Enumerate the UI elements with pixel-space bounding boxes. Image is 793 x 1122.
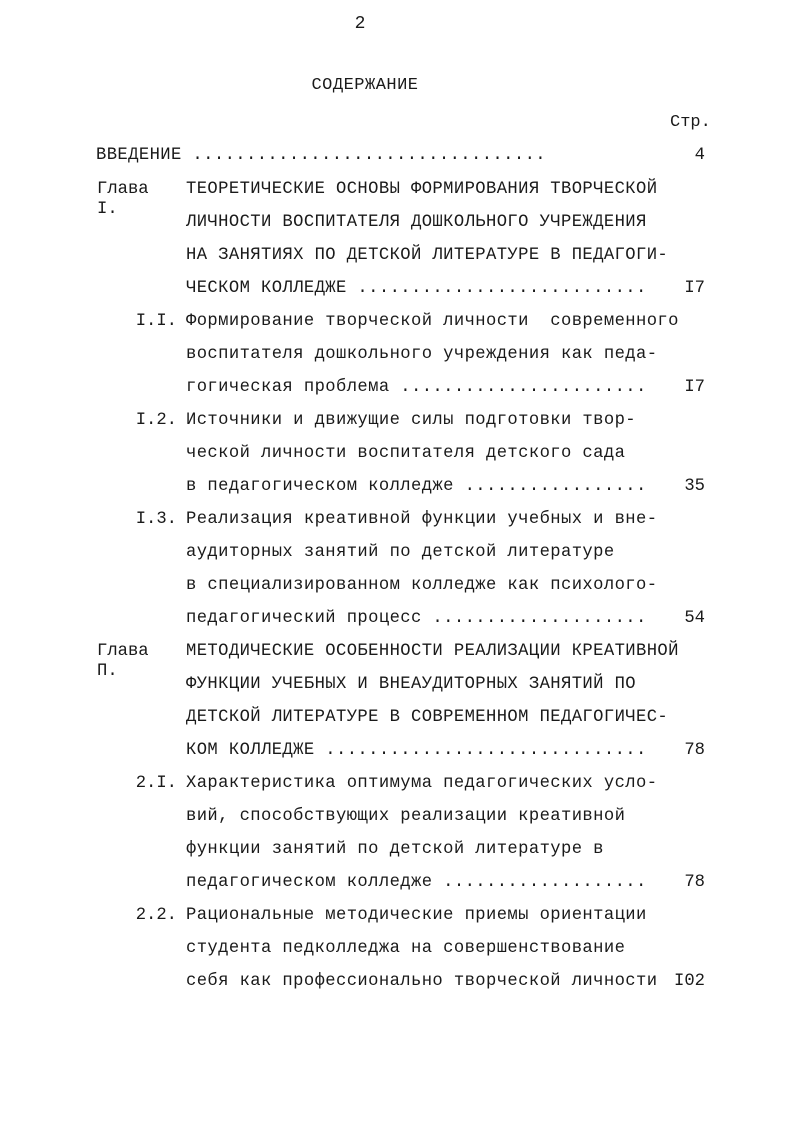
toc-line: Характеристика оптимума педагогических усло- xyxy=(186,774,658,793)
toc-line: КОМ КОЛЛЕДЖЕ .............................. xyxy=(186,741,647,760)
toc-line: ЛИЧНОСТИ ВОСПИТАТЕЛЯ ДОШКОЛЬНОГО УЧРЕЖДЕНИЯ xyxy=(186,213,647,232)
toc-entry-number: I.3. xyxy=(135,510,177,529)
toc-page: 4 xyxy=(694,146,705,165)
toc-page: I7 xyxy=(684,279,705,298)
toc-line: в педагогическом колледже ................. xyxy=(186,477,647,496)
toc-line: Формирование творческой личности современного xyxy=(186,312,679,331)
toc-line: МЕТОДИЧЕСКИЕ ОСОБЕННОСТИ РЕАЛИЗАЦИИ КРЕАТИВНОЙ xyxy=(186,642,679,661)
toc-line: педагогическом колледже ................... xyxy=(186,873,647,892)
toc-entry-number: 2.I. xyxy=(135,774,177,793)
toc-entry-number: 2.2. xyxy=(135,906,177,925)
toc-line: Рациональные методические приемы ориентации xyxy=(186,906,647,925)
toc-page: 78 xyxy=(684,873,705,892)
toc-page: I02 xyxy=(674,972,705,991)
toc-line: ФУНКЦИИ УЧЕБНЫХ И ВНЕАУДИТОРНЫХ ЗАНЯТИЙ ПО xyxy=(186,675,636,694)
toc-entry-number: I.2. xyxy=(135,411,177,430)
toc-line: ВВЕДЕНИЕ ................................. xyxy=(96,146,546,165)
toc-line: Реализация креативной функции учебных и вне- xyxy=(186,510,658,529)
page-number: 2 xyxy=(354,14,366,34)
toc-entry-number: Глава П. xyxy=(97,642,149,681)
page-column-label: Стр. xyxy=(670,113,711,132)
toc-page: 54 xyxy=(684,609,705,628)
toc-line: НА ЗАНЯТИЯХ ПО ДЕТСКОЙ ЛИТЕРАТУРЕ В ПЕДАГОГИ- xyxy=(186,246,669,265)
toc-line: аудиторных занятий по детской литературе xyxy=(186,543,615,562)
toc-entry-number: I.I. xyxy=(135,312,177,331)
toc-line: себя как профессионально творческой личности xyxy=(186,972,658,991)
toc-line: Источники и движущие силы подготовки твор- xyxy=(186,411,636,430)
toc-line: студента педколледжа на совершенствование xyxy=(186,939,626,958)
toc-line: ДЕТСКОЙ ЛИТЕРАТУРЕ В СОВРЕМЕННОМ ПЕДАГОГИЧЕС- xyxy=(186,708,669,727)
toc-page: I7 xyxy=(684,378,705,397)
toc-page: 78 xyxy=(684,741,705,760)
toc-line: воспитателя дошкольного учреждения как педа- xyxy=(186,345,658,364)
toc-line: ЧЕСКОМ КОЛЛЕДЖЕ ........................... xyxy=(186,279,647,298)
toc-entry-number: Глава I. xyxy=(97,180,149,219)
toc-line: ческой личности воспитателя детского сада xyxy=(186,444,626,463)
toc-line: в специализированном колледже как психолого- xyxy=(186,576,658,595)
toc-line: ТЕОРЕТИЧЕСКИЕ ОСНОВЫ ФОРМИРОВАНИЯ ТВОРЧЕСКОЙ xyxy=(186,180,658,199)
page-title: СОДЕРЖАНИЕ xyxy=(311,76,419,95)
toc-line: функции занятий по детской литературе в xyxy=(186,840,604,859)
toc-line: педагогический процесс .................... xyxy=(186,609,647,628)
toc-line: вий, способствующих реализации креативной xyxy=(186,807,626,826)
toc-page: 35 xyxy=(684,477,705,496)
toc-line: гогическая проблема ....................... xyxy=(186,378,647,397)
